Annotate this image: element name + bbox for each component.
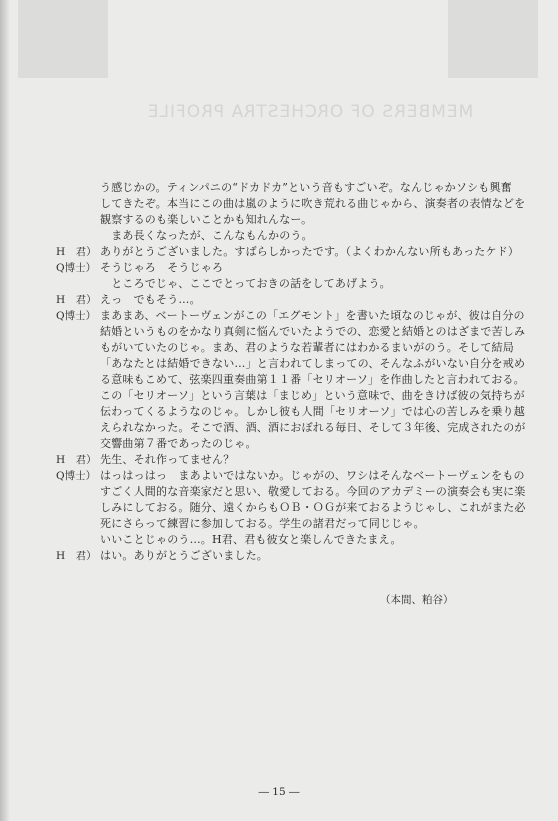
- dialogue-line: [56, 212, 496, 228]
- line-text: えっ でもそう…。: [100, 293, 201, 306]
- dialogue-line: [56, 196, 526, 212]
- line-text: まあ長くなったが、こんなもんかのう。: [100, 229, 313, 242]
- dialogue-line: [56, 356, 526, 372]
- speaker: [56, 340, 100, 356]
- dialogue-line: [56, 180, 512, 196]
- line-text: はっはっはっ まあよいではないか。じゃがの、ワシはそんなベートーヴェンをもの: [100, 469, 525, 482]
- dialogue-line: [56, 500, 526, 516]
- dialogue-line: [56, 324, 526, 340]
- speaker: [56, 436, 100, 452]
- dialogue-line: [56, 420, 526, 436]
- line-text: ありがとうございました。すばらしかったです。（よくわかんない所もあったケド）: [100, 245, 520, 258]
- speaker: [56, 180, 100, 196]
- speaker: [56, 196, 100, 212]
- speaker: [56, 388, 100, 404]
- line-text: う感じかの。ティンパニの“ドカドカ”という音もすごいぞ。なんじゃかソシも興奮: [100, 181, 512, 194]
- speaker: [56, 500, 100, 516]
- line-text: 「あなたとは結婚できない…」と言われてしまっての、そんなふがいない自分を戒め: [100, 357, 526, 370]
- dialogue-line: [56, 484, 526, 500]
- speaker: [56, 276, 100, 292]
- speaker: [56, 484, 100, 500]
- dialogue-line: [56, 468, 525, 484]
- dialogue-line: [56, 228, 496, 244]
- speaker: [56, 420, 100, 436]
- dialogue-line: [56, 340, 514, 356]
- speaker: H 君）: [56, 454, 97, 466]
- line-text: してきたぞ。本当にこの曲は嵐のように吹き荒れる曲じゃから、演奏者の表情などを: [100, 197, 526, 210]
- speaker: H 君）: [56, 550, 97, 562]
- line-text: すごく人間的な音楽家だと思い、敬愛しておる。今回のアカデミーの演奏会も実に楽: [100, 485, 526, 498]
- dialogue-line: [56, 292, 496, 308]
- line-text: る意味もこめて、弦楽四重奏曲第１１番「セリオーソ」を作曲したと言われておる。: [100, 373, 525, 386]
- speaker: Q博士）: [56, 310, 97, 322]
- dialogue-line: [56, 548, 496, 564]
- dialogue-line: [56, 388, 525, 404]
- speaker: H 君）: [56, 246, 97, 258]
- speaker: [56, 372, 100, 388]
- line-text: 結婚というものをかなり真剣に悩んでいたようでの、恋愛と結婚とのはざまで苦しみ: [100, 325, 526, 338]
- speaker: [56, 212, 100, 228]
- show-through-header: MEMBERS OF ORCHESTRA PROFILE: [146, 102, 474, 122]
- line-text: 伝わってくるようなのじゃ。しかし彼も人間「セリオーソ」では心の苦しみを乗り越: [100, 405, 525, 418]
- corner-mark-right: [448, 0, 538, 78]
- line-text: えられなかった。そこで酒、酒、酒におぼれる毎日、そして３年後、完成されたのが: [100, 421, 526, 434]
- corner-mark-left: [18, 0, 108, 78]
- speaker: Q博士）: [56, 262, 97, 274]
- speaker: [56, 228, 100, 244]
- line-text: そうじゃろ そうじゃろ: [100, 261, 224, 274]
- line-text: この「セリオーソ」という言葉は「まじめ」という意味で、曲をきけば彼の気持ちが: [100, 389, 525, 402]
- speaker: [56, 516, 100, 532]
- line-text: 交響曲第７番であったのじゃ。: [100, 437, 257, 450]
- dialogue-line: [56, 436, 496, 452]
- line-text: まあまあ、ベートーヴェンがこの「エグモント」を書いた頃なのじゃが、彼は自分の: [100, 309, 525, 322]
- line-text: 先生、それ作ってません？: [100, 453, 235, 466]
- line-text: ところでじゃ、ここでとっておきの話をしてあげよう。: [100, 277, 391, 290]
- speaker: [56, 356, 100, 372]
- dialogue-line: [56, 452, 496, 468]
- dialogue-line: [56, 404, 525, 420]
- dialogue-line: [56, 244, 520, 260]
- speaker: [56, 532, 100, 548]
- dialogue-line: [56, 372, 525, 388]
- speaker: [56, 404, 100, 420]
- author-credit: （本間、粕谷）: [380, 594, 454, 606]
- page-binding-shadow: [0, 0, 10, 821]
- line-text: はい。ありがとうございました。: [100, 549, 268, 562]
- speaker: [56, 324, 100, 340]
- line-text: 観察するのも楽しいことかも知れんなー。: [100, 213, 313, 226]
- page-number: ― 15 ―: [258, 786, 300, 798]
- dialogue-line: [56, 516, 496, 532]
- dialogue-body: [56, 180, 526, 564]
- line-text: もがいていたのじゃ。まあ、君のような若輩者にはわかるまいがのう。そして結局: [100, 341, 514, 354]
- speaker: H 君）: [56, 294, 97, 306]
- dialogue-line: [56, 276, 496, 292]
- dialogue-line: [56, 532, 496, 548]
- line-text: いいことじゃのう…。H君、君も彼女と楽しんできたまえ。: [100, 533, 402, 546]
- dialogue-line: [56, 308, 525, 324]
- speaker: Q博士）: [56, 470, 97, 482]
- dialogue-line: [56, 260, 496, 276]
- line-text: しみにしておる。随分、遠くからもＯＢ・ＯＧが来ておるようじゃし、これがまた必: [100, 501, 526, 514]
- line-text: 死にさらって練習に参加しておる。学生の諸君だって同じじゃ。: [100, 517, 425, 530]
